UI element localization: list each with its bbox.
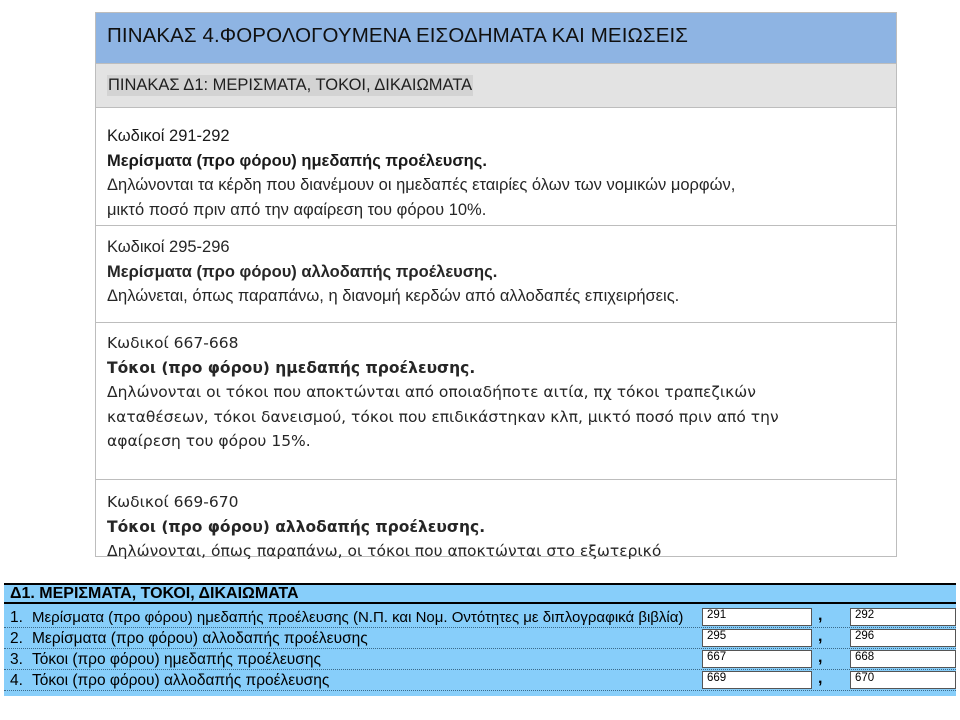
amount-field-left[interactable] [702, 629, 812, 647]
divider [96, 322, 896, 323]
table-body [96, 108, 896, 560]
field-separator: , [818, 607, 823, 624]
section-codes: Κωδικοί 291-292 [107, 127, 230, 145]
section-description-line: Δηλώνονται, όπως παραπάνω, οι τόκοι που αποκτώνται στο εξωτερικό [107, 542, 662, 560]
section-dividends-domestic [107, 124, 735, 222]
divider [96, 225, 896, 226]
section-description-line: Δηλώνεται, όπως παραπάνω, η διανομή κερδών από αλλοδαπές επιχειρήσεις. [107, 287, 680, 305]
row-label: Τόκοι (προ φόρου) ημεδαπής προέλευσης [32, 651, 321, 668]
field-code: 296 [855, 630, 875, 642]
form-row [4, 649, 956, 670]
section-codes: Κωδικοί 669-670 [107, 493, 239, 511]
row-label: Μερίσματα (προ φόρου) ημεδαπής προέλευσης (Ν.Π. και Νομ. Οντότητες με διπλογραφικά βιβλία) [32, 609, 684, 626]
field-code: 670 [855, 672, 875, 684]
form-row [4, 628, 956, 649]
row-number: 4. [10, 672, 23, 689]
section-heading: Μερίσματα (προ φόρου) αλλοδαπής προέλευσης. [107, 262, 498, 281]
section-codes: Κωδικοί 295-296 [107, 238, 230, 256]
section-heading: Μερίσματα (προ φόρου) ημεδαπής προέλευσης. [107, 151, 487, 170]
row-label: Τόκοι (προ φόρου) αλλοδαπής προέλευσης [32, 672, 330, 689]
section-dividends-foreign [107, 235, 679, 309]
form-header-title: Δ1. ΜΕΡΙΣΜΑΤΑ, ΤΟΚΟΙ, ΔΙΚΑΙΩΜΑΤΑ [10, 585, 299, 602]
amount-field-left[interactable] [702, 608, 812, 626]
section-interest-domestic [107, 331, 779, 454]
table-subtitle-row [96, 64, 896, 108]
row-label: Μερίσματα (προ φόρου) αλλοδαπής προέλευσης [32, 630, 368, 647]
row-number: 2. [10, 630, 23, 647]
tax-form-excerpt [4, 583, 956, 696]
section-interest-foreign [107, 490, 661, 564]
row-number: 1. [10, 609, 23, 626]
form-row [4, 607, 956, 628]
table-subtitle: ΠΙΝΑΚΑΣ Δ1: ΜΕΡΙΣΜΑΤΑ, ΤΟΚΟΙ, ΔΙΚΑΙΩΜΑΤΑ [108, 76, 473, 94]
row-number: 3. [10, 651, 23, 668]
field-code: 668 [855, 651, 875, 663]
section-description-line: καταθέσεων, τόκοι δανεισμού, τόκοι που επιδικάστηκαν κλπ, μικτό ποσό πριν από την [107, 407, 779, 426]
field-separator: , [818, 628, 823, 645]
section-description-line: αφαίρεση του φόρου 15%. [107, 432, 311, 450]
field-separator: , [818, 649, 823, 666]
section-codes: Κωδικοί 667-668 [107, 334, 239, 352]
field-code: 669 [707, 672, 727, 684]
amount-field-right[interactable] [850, 629, 956, 647]
section-description-line: Δηλώνονται τα κέρδη που διανέμουν οι ημεδαπές εταιρίες όλων των νομικών μορφών, [107, 176, 736, 194]
amount-field-right[interactable] [850, 671, 956, 689]
page-title: ΠΙΝΑΚΑΣ 4.ΦΟΡΟΛΟΓΟΥΜΕΝΑ ΕΙΣΟΔΗΜΑΤΑ ΚΑΙ ΜΕΙΩΣΕΙΣ [107, 24, 689, 47]
section-heading: Τόκοι (προ φόρου) αλλοδαπής προέλευσης. [107, 517, 486, 536]
field-code: 667 [707, 651, 727, 663]
field-code: 292 [855, 609, 875, 621]
form-row [4, 670, 956, 691]
amount-field-right[interactable] [850, 608, 956, 626]
amount-field-left[interactable] [702, 671, 812, 689]
field-code: 295 [707, 630, 727, 642]
form-header [4, 583, 956, 604]
field-separator: , [818, 670, 823, 687]
info-table [95, 12, 897, 560]
section-heading: Τόκοι (προ φόρου) ημεδαπής προέλευσης. [107, 358, 476, 377]
amount-field-left[interactable] [702, 650, 812, 668]
field-code: 291 [707, 609, 727, 621]
section-description-line: μικτό ποσό πριν από την αφαίρεση του φόρου 10%. [107, 200, 487, 219]
divider [96, 479, 896, 480]
section-description-line: Δηλώνονται οι τόκοι που αποκτώνται από οποιαδήποτε αιτία, πχ τόκοι τραπεζικών [107, 383, 756, 401]
table-title-row [96, 13, 896, 64]
amount-field-right[interactable] [850, 650, 956, 668]
